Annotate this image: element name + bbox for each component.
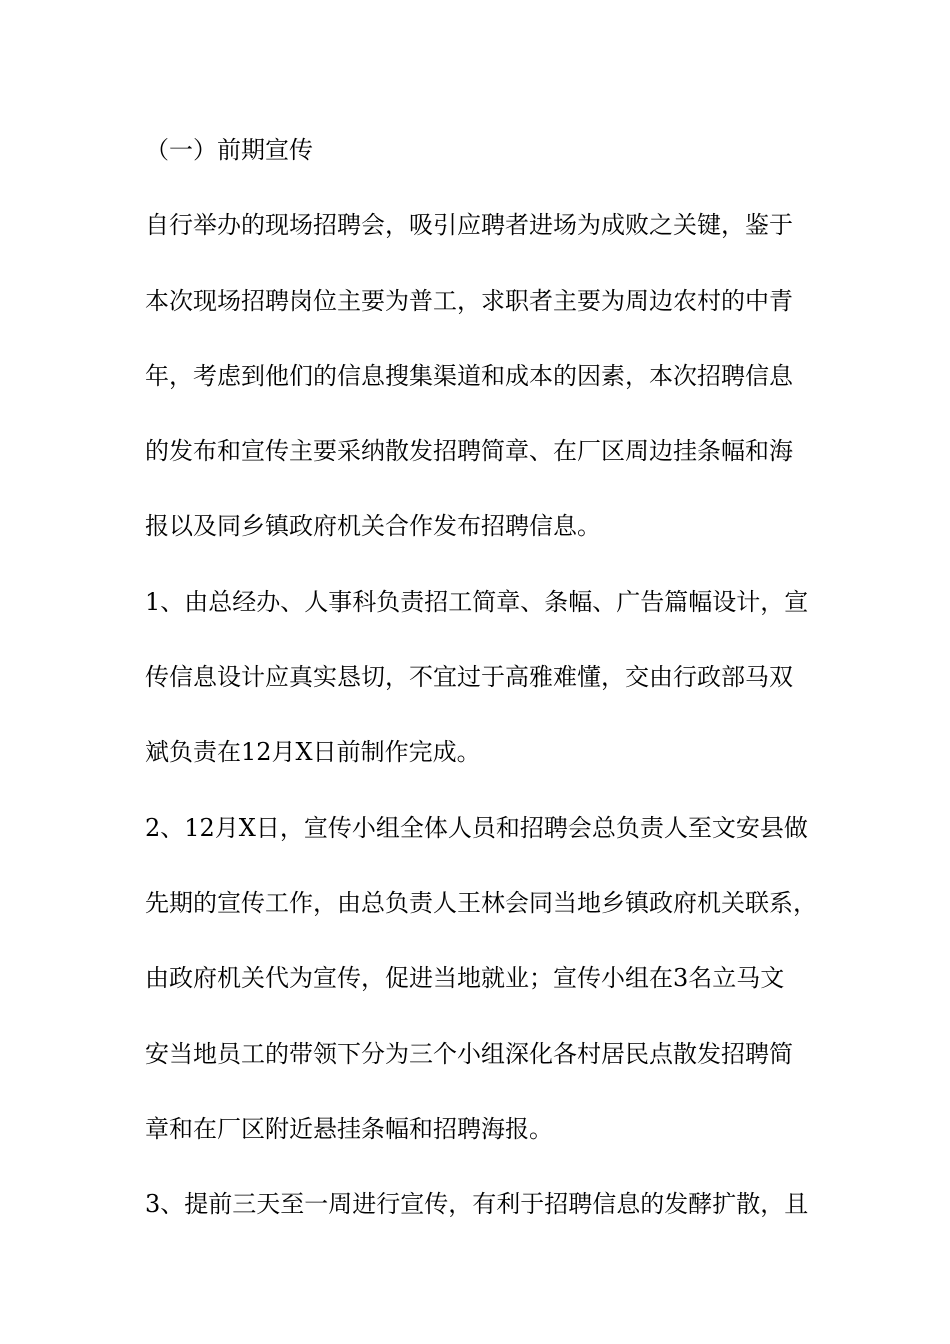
list-item-line: 1、由总经办、人事科负责招工简章、条幅、广告篇幅设计，宣 xyxy=(145,587,809,616)
list-item-line: 由政府机关代为宣传，促进当地就业；宣传小组在3名立马文 xyxy=(145,964,785,993)
paragraph-line: 自行举办的现场招聘会，吸引应聘者进场为成败之关键，鉴于 xyxy=(145,211,793,240)
paragraph-line: 本次现场招聘岗位主要为普工，求职者主要为周边农村的中青 xyxy=(145,286,793,315)
list-item-line: 先期的宣传工作，由总负责人王林会同当地乡镇政府机关联系， xyxy=(145,888,817,917)
list-item-line: 2、12月X日，宣传小组全体人员和招聘会总负责人至文安县做 xyxy=(145,813,808,842)
paragraph-line: 报以及同乡镇政府机关合作发布招聘信息。 xyxy=(145,512,601,541)
list-item-line: 3、提前三天至一周进行宣传，有利于招聘信息的发酵扩散，且 xyxy=(145,1190,809,1219)
list-item-line: 安当地员工的带领下分为三个小组深化各村居民点散发招聘简 xyxy=(145,1039,793,1068)
list-item-line: 传信息设计应真实恳切，不宜过于高雅难懂，交由行政部马双 xyxy=(145,663,793,692)
list-item-line: 章和在厂区附近悬挂条幅和招聘海报。 xyxy=(145,1114,553,1143)
list-item-line: 斌负责在12月X日前制作完成。 xyxy=(145,738,481,767)
document-body xyxy=(145,128,825,1257)
paragraph-line: 年，考虑到他们的信息搜集渠道和成本的因素，本次招聘信息 xyxy=(145,361,793,390)
section-heading: （一）前期宣传 xyxy=(145,136,313,164)
paragraph-line: 的发布和宣传主要采纳散发招聘简章、在厂区周边挂条幅和海 xyxy=(145,437,793,466)
